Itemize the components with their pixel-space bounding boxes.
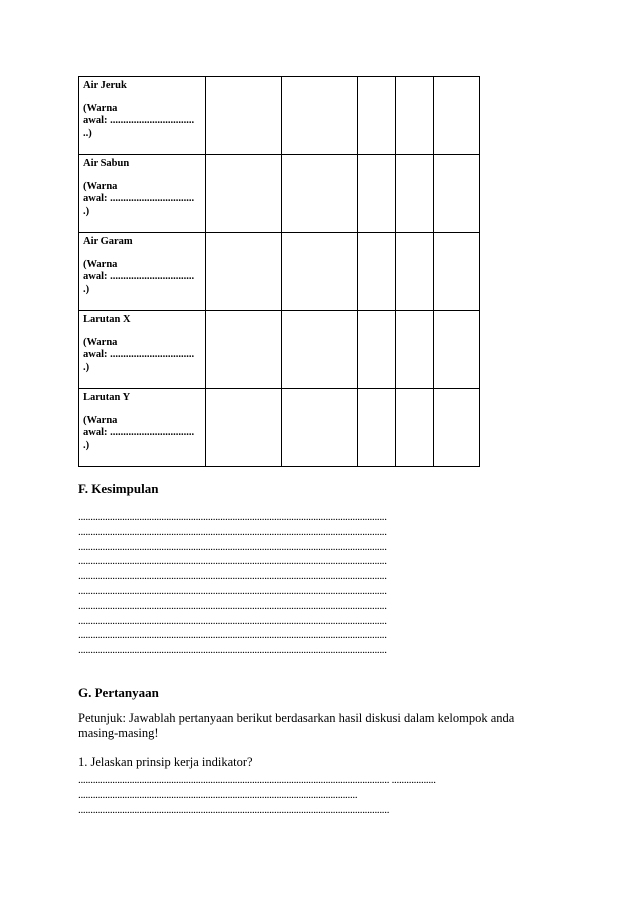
- table-row: [79, 233, 480, 311]
- pertanyaan-heading: G. Pertanyaan: [78, 685, 159, 700]
- empty-cell[interactable]: [358, 77, 396, 155]
- empty-cell[interactable]: [358, 389, 396, 467]
- empty-cell[interactable]: [282, 389, 358, 467]
- solution-label-cell: [79, 233, 206, 311]
- table-row: [79, 311, 480, 389]
- solution-name: Air Garam: [83, 236, 133, 247]
- empty-cell[interactable]: [206, 233, 282, 311]
- empty-cell[interactable]: [282, 77, 358, 155]
- answer-line: ..................................................................................................................: [78, 789, 358, 801]
- empty-cell[interactable]: [396, 233, 434, 311]
- solution-label-cell: [79, 155, 206, 233]
- color-note: (Warna: [83, 414, 118, 426]
- dotted-answer-line: ..............................................................................................................................: [78, 570, 387, 583]
- color-note: .): [83, 361, 90, 373]
- empty-cell[interactable]: [206, 311, 282, 389]
- solution-label-cell: [79, 389, 206, 467]
- instruction-text: Petunjuk: Jawablah pertanyaan berikut berdasarkan hasil diskusi dalam kelompok anda masing-masing!: [78, 711, 515, 740]
- color-note: awal: ................................: [83, 193, 195, 204]
- dotted-answer-line: ..............................................................................................................................: [78, 644, 387, 657]
- empty-cell[interactable]: [396, 389, 434, 467]
- question-1: 1. Jelaskan prinsip kerja indikator?: [78, 755, 253, 769]
- empty-cell[interactable]: [282, 155, 358, 233]
- empty-cell[interactable]: [358, 155, 396, 233]
- empty-cell[interactable]: [396, 155, 434, 233]
- color-note: (Warna: [83, 180, 118, 192]
- solution-name: Air Sabun: [83, 158, 130, 169]
- color-note: awal: ................................: [83, 349, 195, 360]
- kesimpulan-lines: [78, 510, 504, 658]
- color-note: ..): [83, 127, 92, 139]
- dotted-answer-line: ..............................................................................................................................: [78, 525, 387, 538]
- dotted-answer-line: ..............................................................................................................................: [78, 584, 387, 597]
- table-row: [79, 389, 480, 467]
- color-note: (Warna: [83, 102, 118, 114]
- empty-cell[interactable]: [282, 233, 358, 311]
- empty-cell[interactable]: [358, 233, 396, 311]
- dotted-answer-line: ..............................................................................................................................: [78, 599, 387, 612]
- answer-line: ............................................................................................................................... ..................: [78, 774, 436, 786]
- color-note: awal: ................................: [83, 115, 195, 126]
- color-note: .): [83, 439, 90, 451]
- solution-label-cell: [79, 311, 206, 389]
- dotted-answer-line: ..............................................................................................................................: [78, 540, 387, 553]
- answer-line: ...............................................................................................................................: [78, 804, 390, 816]
- observation-table: [78, 76, 480, 467]
- solution-name: Larutan X: [83, 314, 131, 325]
- empty-cell[interactable]: [396, 77, 434, 155]
- empty-cell[interactable]: [206, 77, 282, 155]
- empty-cell[interactable]: [206, 389, 282, 467]
- color-note: (Warna: [83, 258, 118, 270]
- color-note: awal: ................................: [83, 271, 195, 282]
- empty-cell[interactable]: [434, 233, 480, 311]
- dotted-answer-line: ..............................................................................................................................: [78, 629, 387, 642]
- empty-cell[interactable]: [358, 311, 396, 389]
- dotted-answer-line: ..............................................................................................................................: [78, 614, 387, 627]
- table-row: [79, 155, 480, 233]
- color-note: (Warna: [83, 336, 118, 348]
- empty-cell[interactable]: [396, 311, 434, 389]
- empty-cell[interactable]: [434, 311, 480, 389]
- solution-name: Larutan Y: [83, 392, 131, 403]
- empty-cell[interactable]: [282, 311, 358, 389]
- color-note: .): [83, 283, 90, 295]
- solution-name: Air Jeruk: [83, 80, 127, 91]
- solution-label-cell: [79, 77, 206, 155]
- empty-cell[interactable]: [434, 77, 480, 155]
- empty-cell[interactable]: [206, 155, 282, 233]
- kesimpulan-heading: F. Kesimpulan: [78, 481, 159, 496]
- dotted-answer-line: ..............................................................................................................................: [78, 555, 387, 568]
- table-row: [79, 77, 480, 155]
- empty-cell[interactable]: [434, 155, 480, 233]
- color-note: .): [83, 205, 90, 217]
- empty-cell[interactable]: [434, 389, 480, 467]
- dotted-answer-line: ..............................................................................................................................: [78, 511, 387, 523]
- color-note: awal: ................................: [83, 427, 195, 438]
